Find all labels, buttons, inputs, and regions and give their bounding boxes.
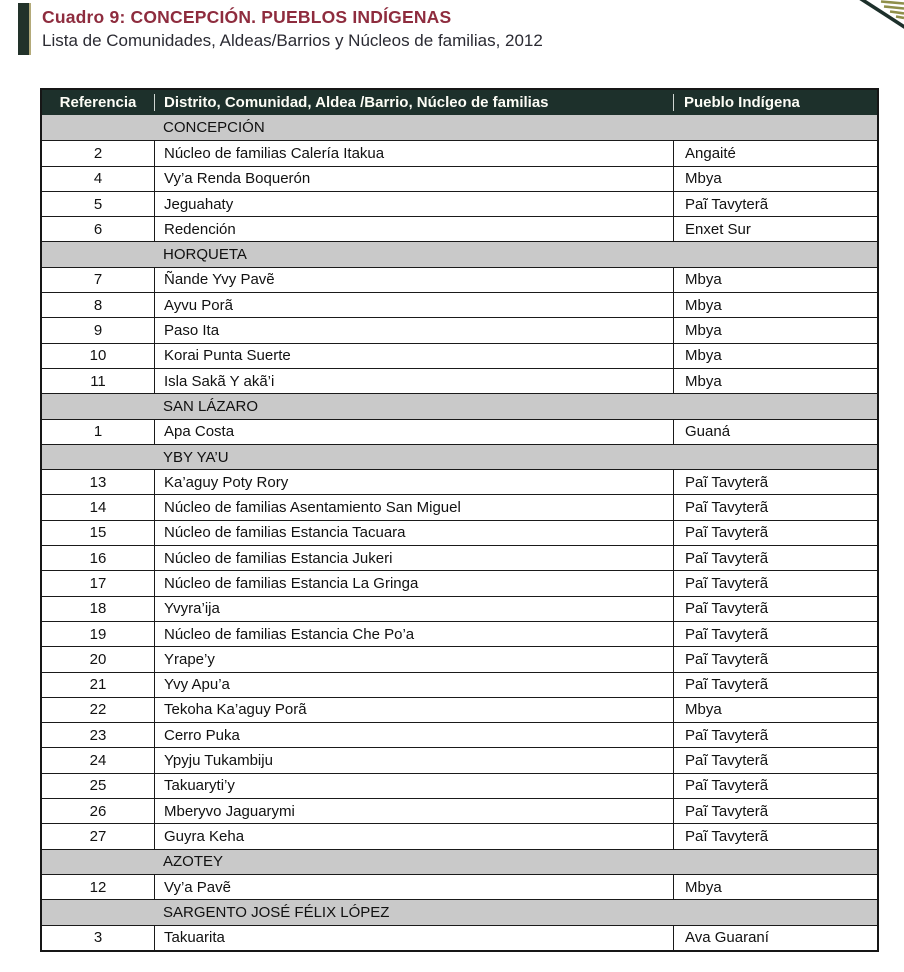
cell-pueblo: Mbya bbox=[673, 167, 877, 191]
cell-pueblo: Angaité bbox=[673, 141, 877, 165]
cell-name: Redención bbox=[154, 217, 673, 241]
cell-name: Isla Sakã Y akã’i bbox=[154, 369, 673, 393]
title-text-wrap bbox=[42, 3, 543, 55]
cell-pueblo: Paĩ Tavyterã bbox=[673, 597, 877, 621]
communities-table bbox=[40, 88, 879, 952]
table-body bbox=[42, 115, 877, 950]
table-row bbox=[42, 697, 877, 722]
cell-name: Mberyvo Jaguarymi bbox=[154, 799, 673, 823]
cell-name: Núcleo de familias Estancia Che Po’a bbox=[154, 622, 673, 646]
table-row bbox=[42, 191, 877, 216]
table-row bbox=[42, 469, 877, 494]
cell-pueblo: Paĩ Tavyterã bbox=[673, 748, 877, 772]
cell-ref: 3 bbox=[93, 929, 103, 947]
cell-name: Korai Punta Suerte bbox=[154, 344, 673, 368]
cell-ref: 2 bbox=[93, 144, 103, 162]
section-row bbox=[42, 115, 877, 140]
cell-name: Cerro Puka bbox=[154, 723, 673, 747]
cell-pueblo: Mbya bbox=[673, 268, 877, 292]
table-row bbox=[42, 925, 877, 950]
cell-pueblo: Enxet Sur bbox=[673, 217, 877, 241]
table-row bbox=[42, 747, 877, 772]
table-row bbox=[42, 570, 877, 595]
table-row bbox=[42, 874, 877, 899]
cell-ref: 10 bbox=[89, 347, 107, 365]
table-row bbox=[42, 494, 877, 519]
cell-ref: 23 bbox=[89, 726, 107, 744]
column-header-referencia: Referencia bbox=[59, 94, 137, 111]
cell-name: Núcleo de familias Estancia Jukeri bbox=[154, 546, 673, 570]
cell-name: Guyra Keha bbox=[154, 824, 673, 848]
table-row bbox=[42, 646, 877, 671]
cell-pueblo: Mbya bbox=[673, 293, 877, 317]
cell-ref: 13 bbox=[89, 473, 107, 491]
cell-name: Takuaryti’y bbox=[154, 774, 673, 798]
cell-ref: 18 bbox=[89, 600, 107, 618]
cell-ref: 14 bbox=[89, 499, 107, 517]
cell-name: Yrape’y bbox=[154, 647, 673, 671]
table-row bbox=[42, 368, 877, 393]
cell-name: Takuarita bbox=[154, 926, 673, 950]
cell-pueblo: Paĩ Tavyterã bbox=[673, 622, 877, 646]
section-row bbox=[42, 393, 877, 418]
table-row bbox=[42, 343, 877, 368]
section-label: CONCEPCIÓN bbox=[163, 119, 265, 137]
section-row bbox=[42, 849, 877, 874]
table-row bbox=[42, 621, 877, 646]
cell-name: Núcleo de familias Calería Itakua bbox=[154, 141, 673, 165]
cell-name: Apa Costa bbox=[154, 420, 673, 444]
cell-pueblo: Paĩ Tavyterã bbox=[673, 470, 877, 494]
cell-ref: 7 bbox=[93, 271, 103, 289]
cell-ref: 24 bbox=[89, 752, 107, 770]
cell-name: Vy’a Pavẽ bbox=[154, 875, 673, 899]
cell-ref: 8 bbox=[93, 296, 103, 314]
section-label: HORQUETA bbox=[163, 246, 247, 264]
cell-pueblo: Mbya bbox=[673, 344, 877, 368]
table-header-row bbox=[42, 90, 877, 115]
page-subtitle: Lista de Comunidades, Aldeas/Barrios y Núcleos de familias, 2012 bbox=[42, 31, 543, 50]
cell-pueblo: Paĩ Tavyterã bbox=[673, 774, 877, 798]
cell-pueblo: Paĩ Tavyterã bbox=[673, 495, 877, 519]
cell-pueblo: Mbya bbox=[673, 875, 877, 899]
table-row bbox=[42, 672, 877, 697]
cell-ref: 5 bbox=[93, 195, 103, 213]
cell-ref: 19 bbox=[89, 625, 107, 643]
cell-pueblo: Paĩ Tavyterã bbox=[673, 723, 877, 747]
cell-pueblo: Mbya bbox=[673, 318, 877, 342]
corner-leaf-icon bbox=[852, 0, 904, 30]
cell-name: Ayvu Porã bbox=[154, 293, 673, 317]
cell-ref: 11 bbox=[90, 372, 106, 390]
cell-name: Núcleo de familias Asentamiento San Miguel bbox=[154, 495, 673, 519]
section-label: AZOTEY bbox=[163, 853, 224, 871]
cell-pueblo: Paĩ Tavyterã bbox=[673, 521, 877, 545]
cell-ref: 1 bbox=[93, 423, 103, 441]
table-row bbox=[42, 596, 877, 621]
table-row bbox=[42, 216, 877, 241]
cell-ref: 9 bbox=[93, 322, 103, 340]
section-row bbox=[42, 241, 877, 266]
cell-ref: 4 bbox=[93, 170, 103, 188]
cell-ref: 22 bbox=[89, 701, 107, 719]
cell-pueblo: Paĩ Tavyterã bbox=[673, 192, 877, 216]
column-header-pueblo: Pueblo Indígena bbox=[673, 90, 877, 115]
cell-name: Vy’a Renda Boquerón bbox=[154, 167, 673, 191]
cell-pueblo: Paĩ Tavyterã bbox=[673, 647, 877, 671]
cell-ref: 16 bbox=[89, 549, 107, 567]
cell-name: Ypyju Tukambiju bbox=[154, 748, 673, 772]
cell-ref: 21 bbox=[89, 676, 107, 694]
cell-name: Núcleo de familias Estancia La Gringa bbox=[154, 571, 673, 595]
section-label: YBY YA’U bbox=[163, 448, 229, 466]
cell-pueblo: Paĩ Tavyterã bbox=[673, 546, 877, 570]
table-row bbox=[42, 823, 877, 848]
cell-name: Núcleo de familias Estancia Tacuara bbox=[154, 521, 673, 545]
cell-ref: 27 bbox=[89, 827, 107, 845]
cell-ref: 20 bbox=[89, 650, 107, 668]
table-row bbox=[42, 166, 877, 191]
cell-pueblo: Mbya bbox=[673, 369, 877, 393]
cell-ref: 26 bbox=[89, 802, 107, 820]
table-row bbox=[42, 140, 877, 165]
cell-ref: 6 bbox=[93, 220, 103, 238]
section-row bbox=[42, 444, 877, 469]
table-row bbox=[42, 545, 877, 570]
cell-name: Yvy Apu’a bbox=[154, 673, 673, 697]
cell-name: Jeguahaty bbox=[154, 192, 673, 216]
cell-pueblo: Paĩ Tavyterã bbox=[673, 799, 877, 823]
table-row bbox=[42, 317, 877, 342]
table-row bbox=[42, 520, 877, 545]
table-row bbox=[42, 773, 877, 798]
cell-name: Ñande Yvy Pavẽ bbox=[154, 268, 673, 292]
title-block bbox=[18, 3, 543, 55]
cell-name: Tekoha Ka’aguy Porã bbox=[154, 698, 673, 722]
cell-ref: 15 bbox=[89, 524, 107, 542]
table-row bbox=[42, 722, 877, 747]
section-label: SARGENTO JOSÉ FÉLIX LÓPEZ bbox=[163, 903, 390, 921]
cell-pueblo: Paĩ Tavyterã bbox=[673, 571, 877, 595]
cell-ref: 25 bbox=[89, 777, 107, 795]
table-row bbox=[42, 798, 877, 823]
cell-pueblo: Paĩ Tavyterã bbox=[673, 673, 877, 697]
cell-pueblo: Ava Guaraní bbox=[673, 926, 877, 950]
cell-name: Yvyra’ija bbox=[154, 597, 673, 621]
table-row bbox=[42, 267, 877, 292]
cell-pueblo: Paĩ Tavyterã bbox=[673, 824, 877, 848]
cell-ref: 17 bbox=[89, 574, 107, 592]
cell-pueblo: Guaná bbox=[673, 420, 877, 444]
cell-pueblo: Mbya bbox=[673, 698, 877, 722]
table-row bbox=[42, 292, 877, 317]
section-label: SAN LÁZARO bbox=[163, 397, 259, 415]
page-title: Cuadro 9: CONCEPCIÓN. PUEBLOS INDÍGENAS bbox=[42, 7, 452, 27]
cell-name: Paso Ita bbox=[154, 318, 673, 342]
title-accent-bar bbox=[18, 3, 31, 55]
section-row bbox=[42, 899, 877, 924]
table-row bbox=[42, 419, 877, 444]
column-header-distrito: Distrito, Comunidad, Aldea /Barrio, Núcleo de familias bbox=[154, 90, 673, 115]
cell-name: Ka’aguy Poty Rory bbox=[154, 470, 673, 494]
cell-ref: 12 bbox=[89, 878, 107, 896]
